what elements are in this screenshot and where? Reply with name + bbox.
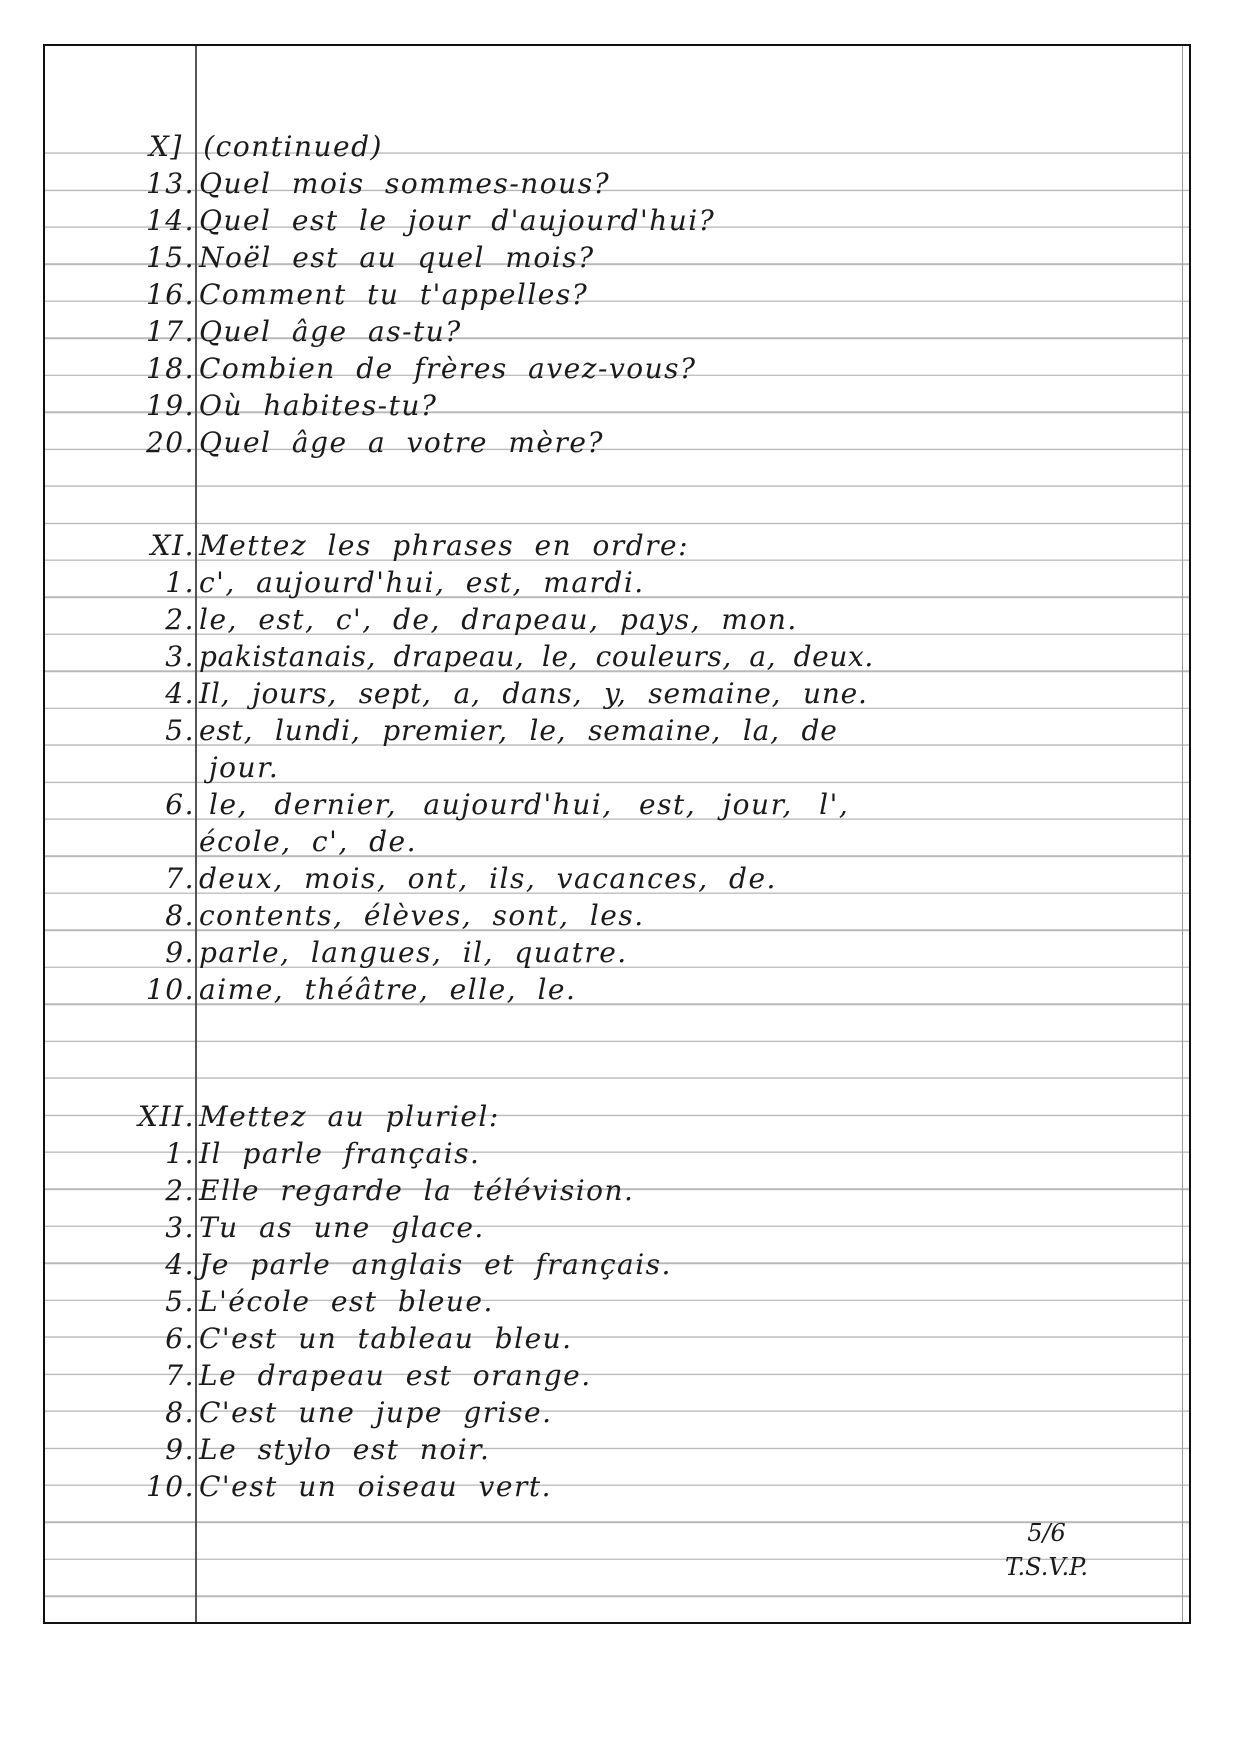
item-text: Quel est le jour d'aujourd'hui?	[199, 204, 716, 237]
item-number: 7.	[165, 1359, 195, 1392]
item-text: est, lundi, premier, le, semaine, la, de	[199, 714, 838, 747]
margin-rule	[195, 46, 197, 1622]
item-number: 10.	[145, 973, 195, 1006]
item-text: C'est un tableau bleu.	[199, 1322, 573, 1355]
item-text: le, dernier, aujourd'hui, est, jour, l',	[209, 788, 850, 821]
item-text: deux, mois, ont, ils, vacances, de.	[199, 862, 777, 895]
item-text: aime, théâtre, elle, le.	[199, 973, 577, 1006]
section-x-heading-text: X] (continued)	[149, 130, 383, 163]
item-text: le, est, c', de, drapeau, pays, mon.	[199, 603, 798, 636]
item-number: 9.	[165, 1433, 195, 1466]
item-number: 17.	[145, 315, 195, 348]
item-text: c', aujourd'hui, est, mardi.	[199, 566, 645, 599]
item-number: 15.	[145, 241, 195, 274]
item-number: 13.	[145, 167, 195, 200]
item-text: L'école est bleue.	[199, 1285, 494, 1318]
item-text: Elle regarde la télévision.	[199, 1174, 635, 1207]
item-text: Il parle français.	[199, 1137, 481, 1170]
item-number: 2.	[165, 603, 195, 636]
item-text: Quel âge a votre mère?	[199, 426, 604, 459]
item-text: C'est une jupe grise.	[199, 1396, 553, 1429]
page-edge-rule	[1182, 46, 1183, 1622]
item-text: Combien de frères avez-vous?	[199, 352, 697, 385]
item-text: Quel mois sommes-nous?	[199, 167, 611, 200]
item-number: 4.	[165, 677, 195, 710]
item-number: 4.	[165, 1248, 195, 1281]
item-number: 9.	[165, 936, 195, 969]
item-text: Comment tu t'appelles?	[199, 278, 589, 311]
item-number: 6.	[165, 788, 195, 821]
item-number: 8.	[165, 1396, 195, 1429]
item-number: 1.	[165, 566, 195, 599]
item-number: 5.	[165, 1285, 195, 1318]
page-mark	[1005, 1516, 1088, 1584]
item-number: 1.	[165, 1137, 195, 1170]
item-text: jour.	[209, 751, 280, 784]
section-number: XI.	[150, 529, 195, 562]
item-number: 6.	[165, 1322, 195, 1355]
section-heading-text: Mettez au pluriel:	[199, 1100, 500, 1133]
item-number: 16.	[145, 278, 195, 311]
item-text: Quel âge as-tu?	[199, 315, 462, 348]
item-text: Je parle anglais et français.	[199, 1248, 672, 1281]
item-text: C'est un oiseau vert.	[199, 1470, 552, 1503]
page-fraction: 5/6	[1027, 1519, 1066, 1547]
item-number: 18.	[145, 352, 195, 385]
item-number: 14.	[145, 204, 195, 237]
item-number: 19.	[145, 389, 195, 422]
item-text: parle, langues, il, quatre.	[199, 936, 628, 969]
item-text: Noël est au quel mois?	[199, 241, 595, 274]
item-text: Où habites-tu?	[199, 389, 438, 422]
page-top-margin	[45, 46, 1189, 116]
section-number: XII.	[138, 1100, 195, 1133]
item-text: pakistanais, drapeau, le, couleurs, a, deux.	[199, 640, 874, 673]
item-text: Tu as une glace.	[199, 1211, 485, 1244]
item-text: école, c', de.	[199, 825, 418, 858]
notebook-page	[43, 44, 1191, 1624]
item-text: Le drapeau est orange.	[199, 1359, 592, 1392]
item-number: 2.	[165, 1174, 195, 1207]
item-text: contents, élèves, sont, les.	[199, 899, 645, 932]
item-number: 3.	[165, 640, 195, 673]
item-text: Il, jours, sept, a, dans, y, semaine, une.	[199, 677, 868, 710]
section-heading-text: Mettez les phrases en ordre:	[199, 529, 690, 562]
item-number: 8.	[165, 899, 195, 932]
item-number: 3.	[165, 1211, 195, 1244]
item-text: Le stylo est noir.	[199, 1433, 491, 1466]
tsvp-note: T.S.V.P.	[1005, 1553, 1089, 1581]
item-number: 5.	[165, 714, 195, 747]
item-number: 7.	[165, 862, 195, 895]
item-number: 10.	[145, 1470, 195, 1503]
item-number: 20.	[145, 426, 195, 459]
